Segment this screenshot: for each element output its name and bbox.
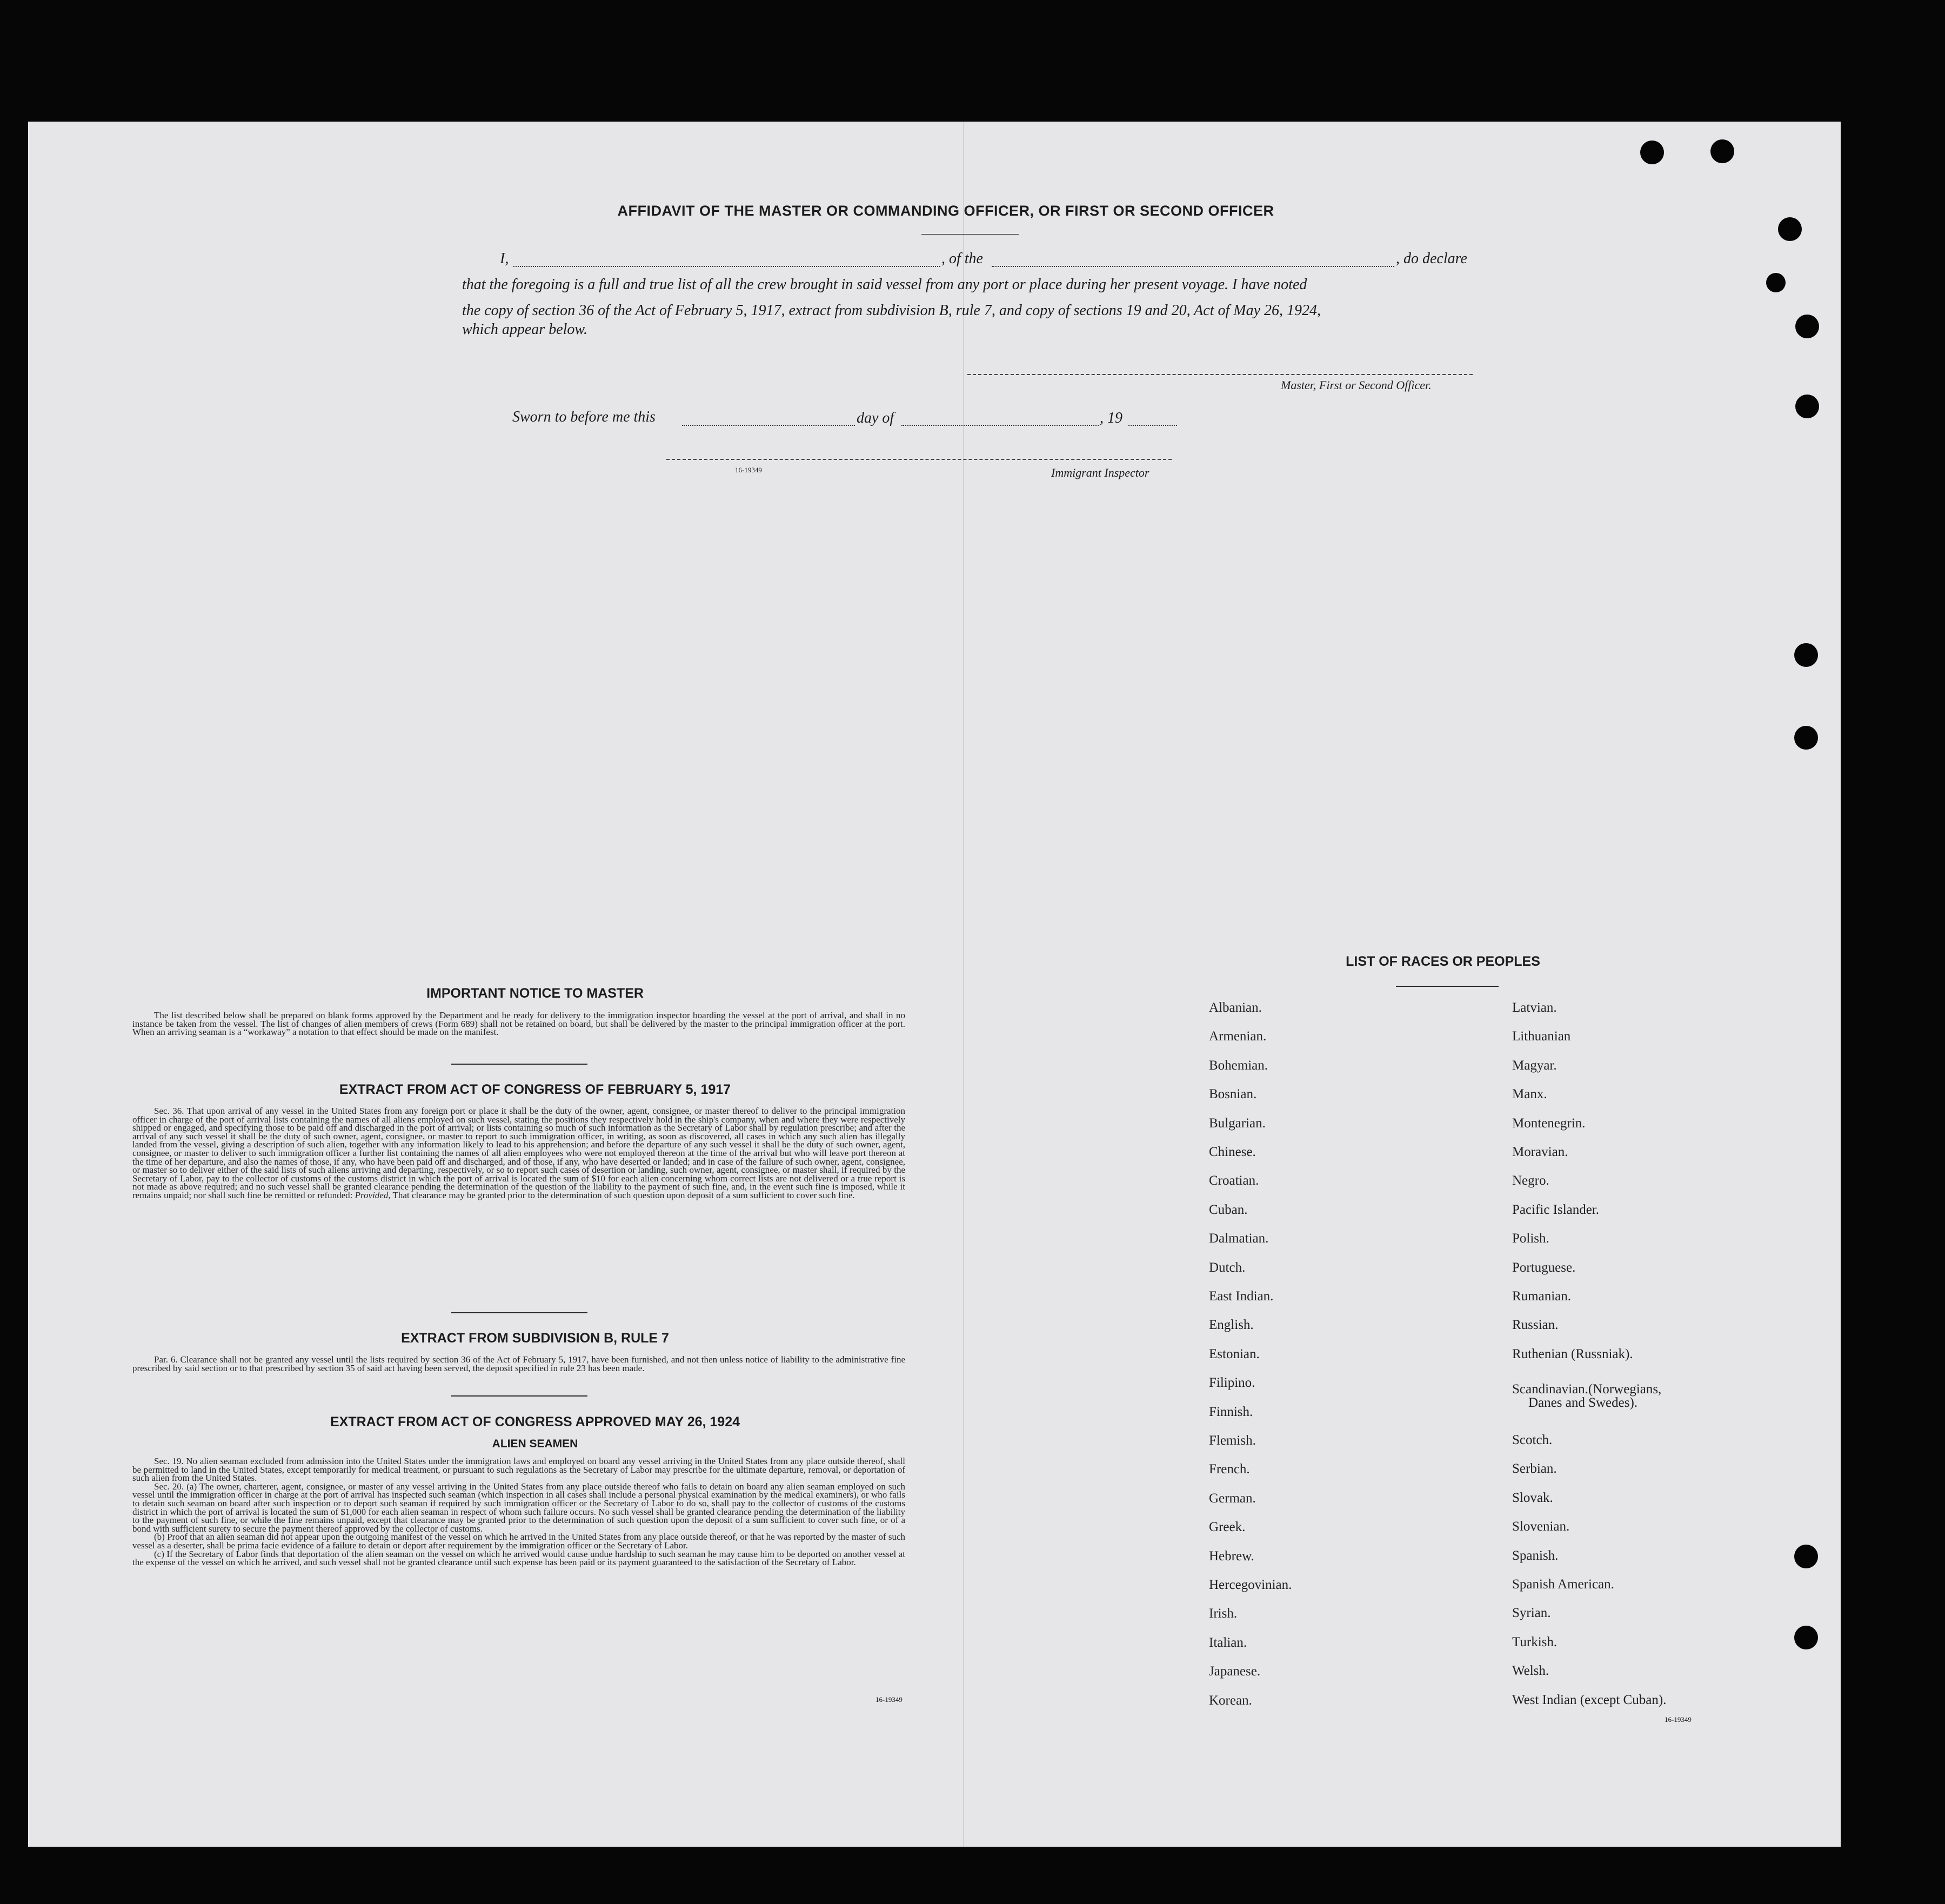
rule7-title: EXTRACT FROM SUBDIVISION B, RULE 7 [401, 1331, 669, 1346]
race-item: Spanish. [1512, 1548, 1559, 1563]
race-item: Magyar. [1512, 1058, 1557, 1073]
form-number-right: 16-19349 [1665, 1715, 1692, 1723]
race-item: Slovenian. [1512, 1519, 1570, 1534]
race-item: Rumanian. [1512, 1289, 1572, 1304]
race-item: Moravian. [1512, 1145, 1568, 1159]
declaration-line-2: that the foregoing is a full and true list of all the crew brought in said vessel from any port or place during her present voyage. I have noted [462, 276, 1307, 293]
race-item: Greek. [1209, 1520, 1246, 1535]
sec20a-paragraph: Sec. 20. (a) The owner, charterer, agent, consignee, or master of any vessel arriving in the United States from any place outside thereof who fails to detain on board any alien seaman employed on such vessel until the immigration officer in charge at the port of arrival has inspected such seaman (which inspection in all cases shall include a personal physical examination by the medical examiners), or who fails to detain such seaman on board after such inspection or to deport such seaman if required by such immigration officer or the Secretary of Labor to do so, shall pay to the collector of customs of the customs district in which the port of arrival is located the sum of $1,000 for each alien seaman in respect of whom such failure occurs. No such vessel shall be granted clearance pending the determination of the liability to the payment of such fine, or while the fine remains unpaid, except that clearance may be granted prior to the determination of such question upon the deposit of a sum sufficient to cover such fine, or of a bond with sufficient surety to secure the payment thereof approved by the collector of customs. [132, 1481, 905, 1534]
binder-hole [1794, 1626, 1818, 1649]
race-item: Irish. [1209, 1606, 1238, 1621]
sec36-body: Sec. 36. That upon arrival of any vessel in the United States from any foreign port or place it shall be the duty of the owner, agent, consignee, or master thereof to deliver to the principal immigration officer in charge of the port of arrival lists containing the names of all aliens employed on such vessel, stating the positions they respectively hold in the ship's company, when and where they were respectively shipped or engaged, and specifying those to be paid off and discharged in the port of arrival; or lists containing so much of such information as the Secretary of Labor shall by regulation prescribe; and after the arrival of any such vessel it shall be the duty of such owner, agent, consignee, or master to report to such immigration officer, in writing, as soon as discovered, all cases in which any such alien has illegally landed from the vessel, giving a description of such alien, together with any information likely to lead to his apprehension; and before the departure of any such vessel it shall be the duty of such owner, agent, consignee, or master to deliver to such immigration officer a further list containing the names of all alien employees who were not employed thereon at the time of the arrival but who will leave port thereon at the time of her departure, and also the names of those, if any, who have been paid off and discharged, and of those, if any, who have deserted or landed; and in case of the failure of such owner, agent, consignee, or master so to deliver either of the said lists of such aliens arriving and departing, respectively, or so to report such cases of desertion or landing, such owner, agent, consignee, or master shall, if required by the Secretary of Labor, pay to the collector of customs of the customs district in which the port of arrival is located the sum of $10 for each alien concerning whom correct lists are not delivered or a true report is not made as above required; and no such vessel shall be granted clearance pending the determination of the question of the liability to the payment of such fine, and, in the event such fine is imposed, while it remains unpaid; nor shall such fine be remitted or refunded: [132, 1106, 905, 1200]
race-item: Ruthenian (Russniak). [1512, 1346, 1633, 1361]
race-item: Bohemian. [1209, 1058, 1268, 1073]
race-item: Dalmatian. [1209, 1231, 1269, 1246]
declaration-line-1 [500, 246, 1473, 272]
vessel-name-field[interactable] [992, 266, 1394, 267]
declaration-do-declare: , do declare [1396, 250, 1467, 267]
binder-hole [1778, 217, 1802, 241]
sworn-prefix: Sworn to before me this [512, 409, 656, 425]
race-item: Negro. [1512, 1173, 1549, 1188]
race-item: Polish. [1512, 1231, 1549, 1246]
notice-title: IMPORTANT NOTICE TO MASTER [426, 986, 644, 1001]
binder-hole [1795, 315, 1819, 338]
master-signature-field[interactable] [967, 374, 1473, 375]
race-item: Montenegrin. [1512, 1115, 1586, 1131]
race-item: Manx. [1512, 1087, 1547, 1102]
race-item: Danes and Swedes). [1528, 1395, 1638, 1410]
race-item: West Indian (except Cuban). [1512, 1692, 1667, 1707]
inspector-caption: Immigrant Inspector [1051, 466, 1149, 479]
race-item: Bosnian. [1209, 1087, 1257, 1102]
proviso-word: Provided, [355, 1190, 391, 1200]
race-item: Hercegovinian. [1209, 1578, 1292, 1592]
race-item: Italian. [1209, 1635, 1247, 1650]
notice-body: The list described below shall be prepared on blank forms approved by the Department and be ready for delivery to the immigration inspector boarding the vessel at the port of arrival, and shall in no instance be taken from the vessel. The list of changes of alien members of crews (Form 689) shall not be retained on board, but shall be delivered by the master to the principal immigration officer at the port. When an arriving seaman is a “workaway” a notation to that effect should be made on the manifest. [132, 1010, 905, 1038]
master-name-field[interactable] [513, 266, 940, 267]
race-item: Slovak. [1512, 1490, 1553, 1505]
rule7-text [132, 1355, 905, 1372]
binder-hole [1794, 643, 1818, 667]
declaration-line-3: the copy of section 36 of the Act of February 5, 1917, extract from subdivision B, rule 7, and copy of sections 19 and 20, Act of May 26, 1924, [462, 302, 1321, 319]
race-item: Croatian. [1209, 1173, 1259, 1188]
inspector-signature-field[interactable] [666, 459, 1172, 460]
sworn-day-label: day of [857, 410, 894, 426]
sec19-paragraph: Sec. 19. No alien seaman excluded from admission into the United States under the immigration laws and employed on board any vessel arriving in the United States from any place outside thereof, shall be permitted to land in the United States, except temporarily for medical treatment, or pursuant to such regulations as the Secretary of Labor may prescribe for the ultimate departure, removal, or deportation of such alien from the United States. [132, 1456, 905, 1484]
race-item: Korean. [1209, 1693, 1252, 1708]
race-item: English. [1209, 1318, 1254, 1333]
signature-caption: Master, First or Second Officer. [1281, 378, 1432, 392]
race-item: Armenian. [1209, 1029, 1267, 1044]
extract-1917-text [132, 1107, 905, 1200]
race-item: Lithuanian [1512, 1029, 1571, 1044]
races-title: LIST OF RACES OR PEOPLES [1346, 954, 1540, 969]
race-item: Finnish. [1209, 1404, 1253, 1419]
race-item: French. [1209, 1462, 1250, 1477]
races-title-rule [1396, 986, 1499, 987]
declaration-of-the: , of the [941, 250, 983, 267]
binder-hole [1794, 1545, 1818, 1568]
race-item: Bulgarian. [1209, 1115, 1266, 1131]
sec20c-paragraph: (c) If the Secretary of Labor finds that deportation of the alien seaman on the vessel on which he arrived would cause undue hardship to such seaman he may cause him to be deported on another vessel at the expense of the vessel on which he arrived, and such vessel shall not be granted clearance until such expense has been paid or its payment guaranteed to the satisfaction of the Secretary of Labor. [132, 1548, 905, 1568]
alien-seamen-subtitle: ALIEN SEAMEN [492, 1438, 578, 1450]
race-item: Latvian. [1512, 1000, 1557, 1015]
race-item: Chinese. [1209, 1145, 1256, 1159]
race-item: Flemish. [1209, 1433, 1256, 1448]
race-item: Syrian. [1512, 1606, 1551, 1621]
race-item: Estonian. [1209, 1346, 1260, 1361]
extract-1924-text [132, 1457, 905, 1567]
race-item: Spanish American. [1512, 1577, 1614, 1592]
declaration-i: I, [500, 250, 509, 267]
race-item: East Indian. [1209, 1289, 1274, 1304]
sworn-year-label: , 19 [1100, 410, 1122, 426]
race-item: Pacific Islander. [1512, 1202, 1600, 1217]
race-item: Cuban. [1209, 1202, 1248, 1217]
race-item: Japanese. [1209, 1664, 1261, 1679]
affidavit-title-rule [921, 234, 1019, 235]
affidavit-title: AFFIDAVIT OF THE MASTER OR COMMANDING OFFICER, OR FIRST OR SECOND OFFICER [617, 203, 1274, 219]
race-item: Scotch. [1512, 1433, 1553, 1447]
race-item: German. [1209, 1491, 1256, 1506]
binder-hole [1766, 273, 1786, 292]
race-item: Russian. [1512, 1318, 1559, 1333]
binder-hole [1710, 139, 1734, 163]
race-item: Hebrew. [1209, 1548, 1254, 1564]
notice-text [132, 1011, 905, 1037]
race-item: Welsh. [1512, 1664, 1549, 1679]
race-item: Serbian. [1512, 1461, 1557, 1477]
race-item: Portuguese. [1512, 1260, 1576, 1275]
divider-rule [451, 1395, 587, 1397]
proviso-body: That clearance may be granted prior to the determination of such question upon deposit of a sum sufficient to cover such fine. [392, 1190, 855, 1200]
race-item: Turkish. [1512, 1634, 1558, 1649]
binder-hole [1794, 726, 1818, 750]
race-item: Scandinavian.(Norwegians, [1512, 1382, 1662, 1397]
sec20b-paragraph: (b) Proof that an alien seaman did not appear upon the outgoing manifest of the vessel on which he arrived in the United States from any place outside thereof, or that he was reported by the master of such vessel as a deserter, shall be prima facie evidence of a failure to detain or deport after requirement by the immigration officer or the Secretary of Labor. [132, 1532, 905, 1551]
form-number-top: 16-19349 [735, 466, 762, 474]
race-item: Dutch. [1209, 1260, 1246, 1275]
sworn-month-field[interactable] [901, 425, 1099, 426]
binder-hole [1640, 141, 1664, 164]
sworn-day-field[interactable] [682, 425, 855, 426]
extract-1924-title: EXTRACT FROM ACT OF CONGRESS APPROVED MAY 26, 1924 [330, 1414, 740, 1429]
extract-1917-title: EXTRACT FROM ACT OF CONGRESS OF FEBRUARY 5, 1917 [339, 1082, 731, 1097]
page-fold-line [963, 122, 964, 1847]
race-item: Albanian. [1209, 1000, 1262, 1015]
rule7-body: Par. 6. Clearance shall not be granted any vessel until the lists required by section 36 of the Act of February 5, 1917, have been furnished, and not then unless notice of liability to the administrative fine prescribed by said section or to that prescribed by section 35 of said act having been served, the deposit specified in rule 23 has been made. [132, 1354, 905, 1373]
divider-rule [451, 1064, 587, 1065]
divider-rule [451, 1312, 587, 1313]
sworn-year-field[interactable] [1128, 425, 1177, 426]
declaration-line-4: which appear below. [462, 321, 588, 338]
form-number-left: 16-19349 [875, 1695, 903, 1703]
binder-hole [1795, 395, 1819, 418]
race-item: Filipino. [1209, 1375, 1255, 1391]
